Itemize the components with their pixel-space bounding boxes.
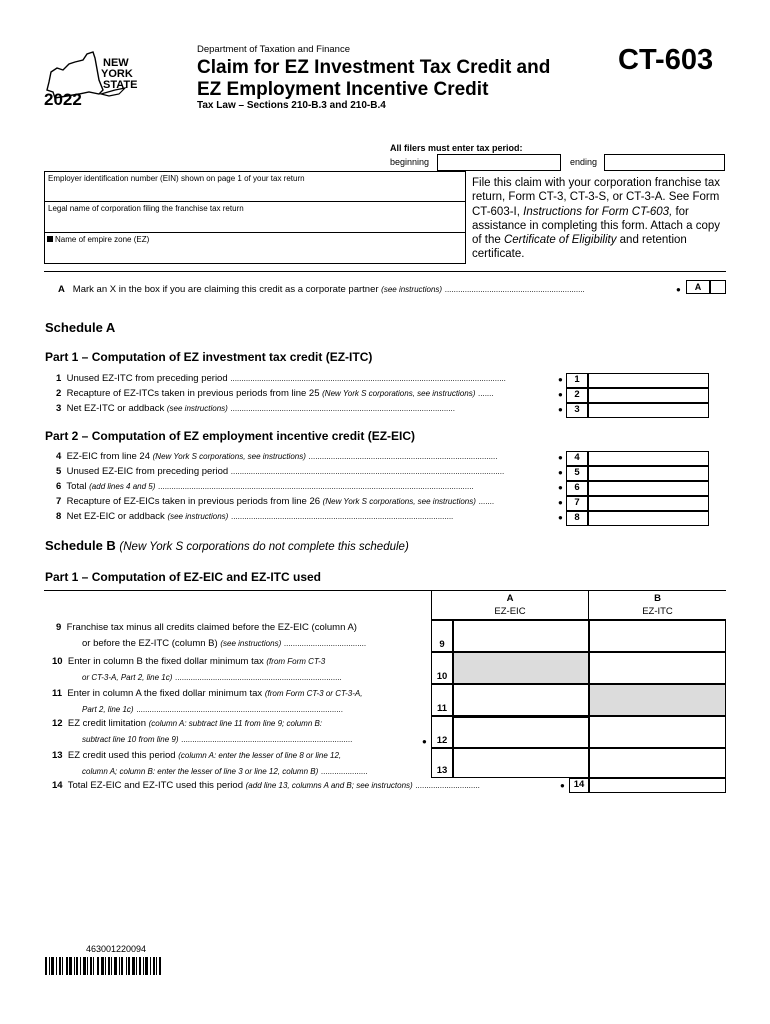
line-number: 5: [56, 466, 62, 477]
line-note: (from Form CT-3: [266, 657, 326, 666]
line-14-number: [569, 778, 589, 793]
line-note: (see instructions): [166, 404, 228, 413]
line-box-number: 1: [574, 374, 580, 385]
bullet-icon: ●: [422, 737, 427, 746]
instructions-form-title: Instructions for Form CT-603,: [523, 205, 673, 218]
line-box-number: 6: [574, 482, 580, 493]
ein-field[interactable]: [45, 172, 465, 202]
beginning-date-field[interactable]: [437, 154, 561, 171]
form-number: CT-603: [618, 44, 714, 76]
line-text: Net EZ-EIC or addback: [66, 511, 165, 522]
bullet-icon: ●: [558, 468, 563, 477]
line-number: 6: [56, 481, 62, 492]
column-b-header: [589, 590, 726, 620]
line-box-number: 12: [436, 735, 448, 746]
barcode: [45, 957, 195, 975]
line-11-column-b-shaded: [589, 684, 726, 716]
line-text: Recapture of EZ-EICs taken in previous periods from line 26: [66, 496, 321, 507]
instructions-text-1: File this claim with your corporation franchise tax return, Form CT-3, CT-3-S, or CT-3-A. See Form CT-603-I,: [472, 177, 720, 218]
line-4-amount[interactable]: [588, 451, 709, 466]
line-text: Unused EZ-EIC from preceding period: [66, 466, 229, 477]
line-note: (column A: subtract line 11 from line 9; column B:: [148, 719, 323, 728]
line-2-amount[interactable]: [588, 388, 709, 403]
line-3-amount[interactable]: [588, 403, 709, 418]
form-year: 2022: [44, 90, 82, 109]
department-name: Department of Taxation and Finance: [197, 44, 350, 55]
instructions-text-3: and retention certificate.: [472, 234, 687, 261]
schedule-a-part1-title: Part 1 – Computation of EZ investment tax credit (EZ-ITC): [45, 350, 373, 364]
line-a-checkbox[interactable]: [710, 280, 726, 294]
line-box-number: 9: [439, 639, 445, 650]
line-text: Enter in column A the fixed dollar minimum tax: [67, 688, 263, 699]
line-text: EZ credit used this period: [67, 750, 176, 761]
schedule-a-part2-title: Part 2 – Computation of EZ employment incentive credit (EZ-EIC): [45, 429, 416, 443]
line-13-column-b[interactable]: [589, 748, 726, 778]
ending-date-field[interactable]: [604, 154, 725, 171]
line-note-cont: subtract line 10 from line 9): [82, 735, 179, 744]
line-number: 9: [56, 622, 62, 633]
instructions-text-2: for assistance in completing this form. Attach a copy of the: [472, 205, 721, 247]
bullet-icon: ●: [558, 498, 563, 507]
line-text: Recapture of EZ-ITCs taken in previous periods from line 25: [66, 388, 320, 399]
line-10-column-a-shaded: [453, 652, 589, 684]
line-number: 10: [52, 656, 63, 667]
line-10-number: [431, 652, 453, 684]
tax-period-instruction: All filers must enter tax period:: [390, 143, 523, 153]
line-number: 14: [52, 780, 63, 791]
line-number: 13: [52, 750, 63, 761]
line-6-amount[interactable]: [588, 481, 709, 496]
schedule-b-part1-title: Part 1 – Computation of EZ-EIC and EZ-ITC used: [45, 570, 322, 584]
line-a-note: (see instructions): [381, 285, 443, 294]
ending-label: ending: [570, 157, 598, 167]
line-number: 8: [56, 511, 62, 522]
line-note-cont: Part 2, line 1c): [82, 705, 134, 714]
bullet-icon: ●: [558, 405, 563, 414]
schedule-b-heading: [45, 538, 409, 553]
column-a-label: EZ-EIC: [494, 606, 526, 617]
line-text: EZ credit limitation: [67, 718, 146, 729]
divider-line: [44, 271, 726, 272]
tax-law-reference: Tax Law – Sections 210-B.3 and 210-B.4: [197, 100, 386, 111]
line-9-number: [431, 620, 453, 652]
filing-instructions: [472, 176, 730, 262]
svg-text:YORK: YORK: [101, 68, 133, 80]
line-number: 1: [56, 373, 62, 384]
bullet-icon: ●: [560, 781, 565, 790]
line-number: 2: [56, 388, 62, 399]
line-box-number: 5: [574, 467, 580, 478]
line-box-number: 11: [436, 703, 448, 714]
schedule-a-title: Schedule A: [45, 320, 116, 335]
empire-zone-label: Name of empire zone (EZ): [55, 235, 150, 244]
line-9-column-b[interactable]: [589, 620, 726, 652]
form-title-line1: Claim for EZ Investment Tax Credit and: [197, 57, 551, 78]
bullet-icon: ●: [676, 285, 681, 294]
line-box-number: 7: [574, 497, 580, 508]
line-a-row: A Mark an X in the box if you are claiming this credit as a corporate partner (see instructions) ...............................................................: [58, 284, 585, 295]
line-text: Unused EZ-ITC from preceding period: [66, 373, 228, 384]
line-text: Total: [66, 481, 87, 492]
taxpayer-id-block: [44, 171, 466, 264]
line-11-number: [431, 684, 453, 716]
line-a-label-box: [686, 280, 710, 294]
bullet-icon: ●: [558, 375, 563, 384]
line-note: (New York S corporations, see instructions): [322, 389, 476, 398]
line-note: (New York S corporations, see instructions): [152, 452, 306, 461]
beginning-label: beginning: [390, 157, 430, 167]
bullet-icon: ●: [558, 390, 563, 399]
line-note: (see instructions): [167, 512, 229, 521]
schedule-b-title: Schedule B: [45, 538, 116, 553]
line-number: 12: [52, 718, 63, 729]
line-12-column-a[interactable]: [453, 716, 589, 748]
line-14-amount[interactable]: [589, 778, 726, 793]
column-a-header: [431, 590, 589, 620]
legal-name-field[interactable]: [45, 202, 465, 233]
legal-name-label: Legal name of corporation filing the franchise tax return: [48, 204, 244, 213]
svg-text:STATE: STATE: [103, 79, 138, 91]
bullet-icon: ●: [558, 513, 563, 522]
line-8-amount[interactable]: [588, 511, 709, 526]
line-5-amount[interactable]: [588, 466, 709, 481]
empire-zone-field[interactable]: [45, 233, 465, 263]
line-note: (see instructions): [220, 639, 282, 648]
line-note-cont: or CT-3-A, Part 2, line 1c): [82, 673, 173, 682]
line-a-box-letter: A: [694, 282, 702, 292]
line-12-column-b[interactable]: [589, 716, 726, 748]
line-number: 3: [56, 403, 62, 414]
bullet-icon: ●: [558, 483, 563, 492]
form-title: [197, 57, 597, 101]
line-note: (New York S corporations, see instructions): [322, 497, 476, 506]
line-text: Total EZ-EIC and EZ-ITC used this period: [67, 780, 243, 791]
line-11-column-a[interactable]: [453, 684, 589, 716]
line-box-number: 8: [574, 512, 580, 523]
line-text: Enter in column B the fixed dollar minimum tax: [67, 656, 264, 667]
bullet-icon: ●: [558, 453, 563, 462]
column-b-label: EZ-ITC: [642, 606, 673, 617]
line-9-column-a[interactable]: [453, 620, 589, 652]
column-a-letter: A: [506, 593, 514, 604]
line-box-number: 3: [574, 404, 580, 415]
line-number: 7: [56, 496, 62, 507]
column-b-letter: B: [654, 593, 661, 604]
line-note-cont: column A; column B: enter the lesser of line 3 or line 12, column B): [82, 767, 319, 776]
instructions-certificate: Certificate of Eligibility: [503, 234, 617, 247]
line-a-text: Mark an X in the box if you are claiming this credit as a corporate partner: [72, 284, 379, 295]
line-10-column-b[interactable]: [589, 652, 726, 684]
line-text-cont: or before the EZ-ITC (column B): [82, 638, 218, 649]
line-7-amount[interactable]: [588, 496, 709, 511]
line-note: (column A: enter the lesser of line 8 or line 12,: [178, 751, 342, 760]
line-note: (add line 13, columns A and B; see instructons): [245, 781, 413, 790]
line-box-number: 10: [436, 671, 448, 682]
line-number: 11: [52, 688, 63, 699]
line-box-number: 13: [436, 765, 448, 776]
form-title-line2: EZ Employment Incentive Credit: [197, 79, 489, 100]
bullet-icon: [47, 236, 53, 242]
line-note: (add lines 4 and 5): [89, 482, 156, 491]
schedule-b-subtitle: (New York S corporations do not complete this schedule): [119, 541, 409, 553]
line-box-number: 4: [574, 452, 580, 463]
svg-text:NEW: NEW: [103, 57, 129, 69]
ein-label: Employer identification number (EIN) shown on page 1 of your tax return: [48, 174, 305, 183]
line-text: Franchise tax minus all credits claimed before the EZ-EIC (column A): [66, 622, 357, 633]
line-box-number: 14: [573, 779, 585, 790]
line-text: EZ-EIC from line 24: [66, 451, 150, 462]
form-code: 463001220094: [86, 944, 147, 954]
line-13-column-a[interactable]: [453, 748, 589, 778]
line-box-number: 2: [574, 389, 580, 400]
line-12-number: [431, 716, 453, 748]
line-1-amount[interactable]: [588, 373, 709, 388]
line-13-number: [431, 748, 453, 778]
line-number: 4: [56, 451, 62, 462]
line-text: Net EZ-ITC or addback: [66, 403, 165, 414]
line-note: (from Form CT-3 or CT-3-A,: [264, 689, 363, 698]
